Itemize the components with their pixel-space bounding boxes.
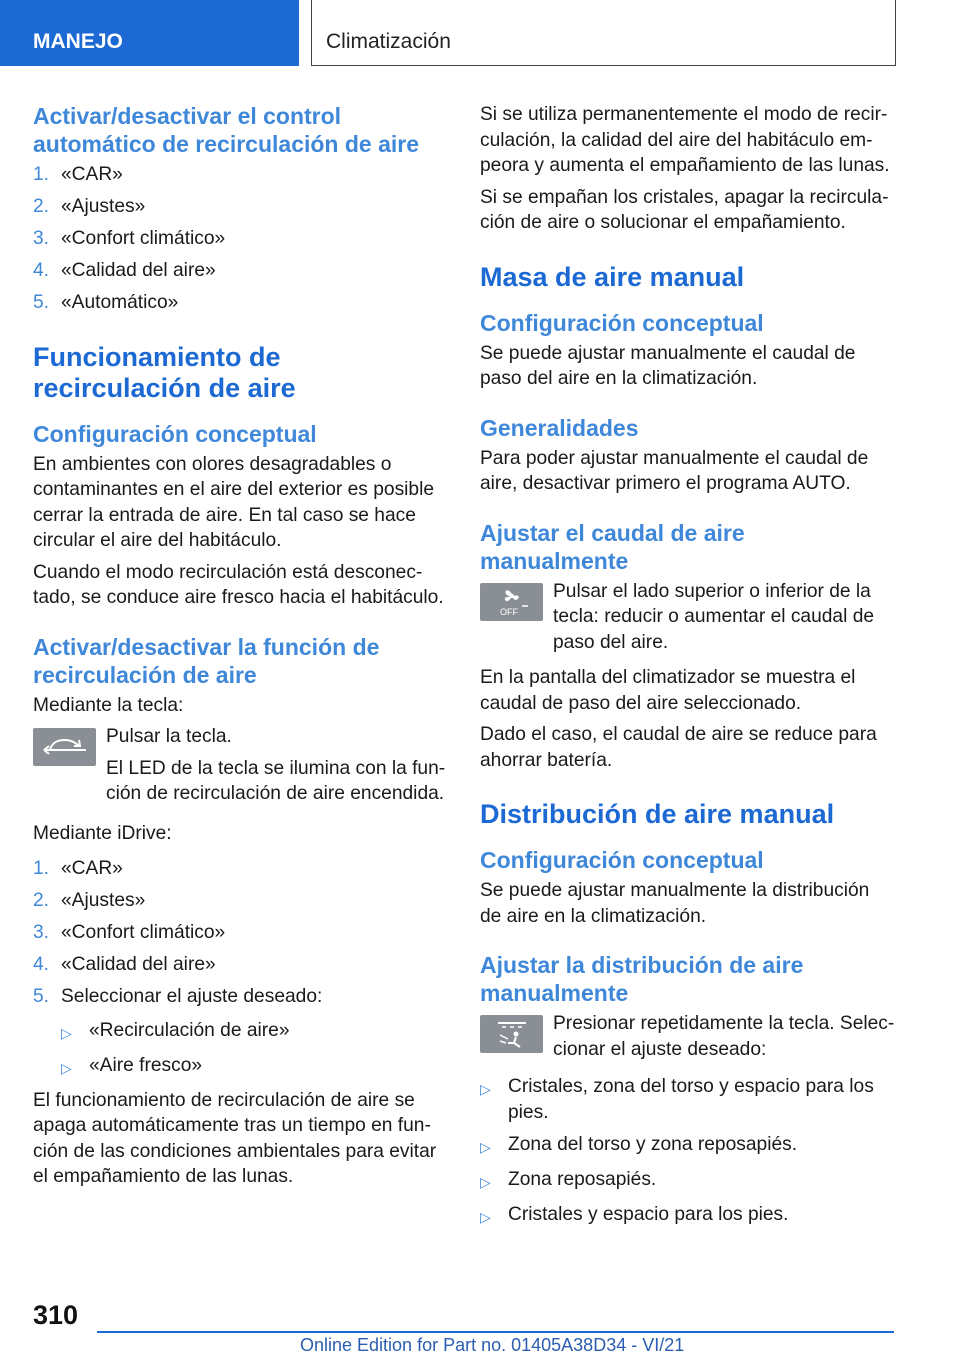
paragraph: Se puede ajustar manualmente la distribución de aire en la climatización. <box>480 880 870 927</box>
paragraph: Pulsar la tecla. <box>106 726 232 747</box>
list-item: 4. «Calidad del aire» <box>33 260 216 281</box>
options-idrive <box>61 1018 448 1082</box>
heading-toggle-recirculation: Activar/desactivar la función de recirculación de aire <box>33 633 380 688</box>
page-header <box>0 0 960 66</box>
heading-recirculation-function: Funcionamiento de recirculación de aire <box>33 341 296 403</box>
triangle-bullet-icon: ▷ <box>61 1024 72 1041</box>
subheading-concept: Configuración conceptual <box>480 847 764 873</box>
key-instruction <box>480 1011 895 1062</box>
svg-text:OFF: OFF <box>499 606 518 617</box>
page-number: 310 <box>33 1300 79 1330</box>
list-item: 1. «CAR» <box>33 858 123 879</box>
triangle-bullet-icon: ▷ <box>61 1059 72 1076</box>
list-item: 1. «CAR» <box>33 164 123 185</box>
triangle-bullet-icon: ▷ <box>480 1173 491 1190</box>
list-item: ▷ Zona del torso y zona reposapiés. <box>480 1132 895 1161</box>
left-column <box>33 102 448 1196</box>
paragraph: Dado el caso, el caudal de aire se reduce para ahorrar batería. <box>480 724 877 771</box>
heading-manual-airflow: Masa de aire manual <box>480 261 745 292</box>
heading-adjust-distribution: Ajustar la distribución de aire manualmente <box>480 952 804 1006</box>
paragraph: Mediante iDrive: <box>33 822 172 844</box>
paragraph: Presionar repetidamente la tecla. Seleccionar el ajuste deseado: <box>553 1013 895 1060</box>
car-recirculation-icon <box>33 728 96 766</box>
list-item: ▷ «Aire fresco» <box>61 1053 448 1082</box>
paragraph: Si se empañan los cristales, apagar la recirculación de aire o solucionar el empañamiento. <box>480 186 889 233</box>
paragraph: Si se utiliza permanentemente el modo de recirculación, la calidad del aire del habitáculo empeora y aumenta el empañamiento de las lunas. <box>480 104 890 176</box>
footer-divider <box>97 1331 894 1333</box>
list-item: 5. «Automático» <box>33 292 179 313</box>
subheading-concept: Configuración conceptual <box>480 309 764 336</box>
list-item: 3. «Confort climático» <box>33 922 226 943</box>
key-instruction <box>33 724 448 807</box>
heading-auto-recirculation: Activar/desactivar el control automático de recirculación de aire <box>33 103 420 157</box>
paragraph: Mediante la tecla: <box>33 694 184 716</box>
list-item: 5. Seleccionar el ajuste deseado: <box>33 986 323 1007</box>
subheading-concept: Configuración conceptual <box>33 420 317 447</box>
list-item: 2. «Ajustes» <box>33 196 146 217</box>
subheading-general: Generalidades <box>480 414 639 441</box>
section-tab: MANEJO <box>0 0 299 66</box>
heading-adjust-airflow: Ajustar el caudal de aire manualmente <box>480 519 745 574</box>
paragraph: Pulsar el lado superior o inferior de la tecla: reducir o aumentar el caudal de paso del aire. <box>553 580 875 653</box>
triangle-bullet-icon: ▷ <box>480 1138 491 1155</box>
list-item: ▷ Cristales, zona del torso y espacio para los pies. <box>480 1074 895 1125</box>
right-column <box>480 102 895 1237</box>
list-item: ▷ «Recirculación de aire» <box>61 1018 448 1047</box>
paragraph: El LED de la tecla se ilumina con la función de recirculación de aire encendida. <box>106 757 446 804</box>
paragraph: En ambientes con olores desagradables o contaminantes en el aire del exterior es posible cerrar la entrada de aire. En tal caso se hace circular el aire del habitáculo. <box>33 453 435 551</box>
triangle-bullet-icon: ▷ <box>480 1208 491 1225</box>
list-item: 3. «Confort climático» <box>33 228 226 249</box>
list-item: 4. «Calidad del aire» <box>33 954 216 975</box>
triangle-bullet-icon: ▷ <box>480 1081 491 1097</box>
paragraph: Se puede ajustar manualmente el caudal de paso del aire en la climatización. <box>480 342 856 389</box>
heading-manual-distribution: Distribución de aire manual <box>480 799 835 829</box>
chapter-title: Climatización <box>311 0 896 66</box>
edition-note: Online Edition for Part no. 01405A38D34 - VI/21 <box>300 1335 685 1355</box>
paragraph: En la pantalla del climatizador se muestra el caudal de paso del aire seleccionado. <box>480 667 856 714</box>
steps-auto-recirculation <box>33 162 448 316</box>
steps-idrive <box>33 856 448 1010</box>
options-distribution <box>480 1074 895 1230</box>
paragraph: Para poder ajustar manualmente el caudal de aire, desactivar primero el programa AUTO. <box>480 447 869 494</box>
list-item: ▷ Zona reposapiés. <box>480 1167 895 1196</box>
paragraph: Cuando el modo recirculación está desconectado, se conduce aire fresco hacia el habitáculo. <box>33 561 444 608</box>
fan-off-icon <box>480 583 543 621</box>
key-instruction <box>480 579 895 656</box>
paragraph: El funcionamiento de recirculación de aire se apaga automáticamente tras un tiempo en función de las condiciones ambientales para evitar el empañamiento de las lunas. <box>33 1089 437 1187</box>
air-distribution-icon <box>480 1015 543 1053</box>
list-item: ▷ Cristales y espacio para los pies. <box>480 1202 895 1231</box>
list-item: 2. «Ajustes» <box>33 890 146 911</box>
